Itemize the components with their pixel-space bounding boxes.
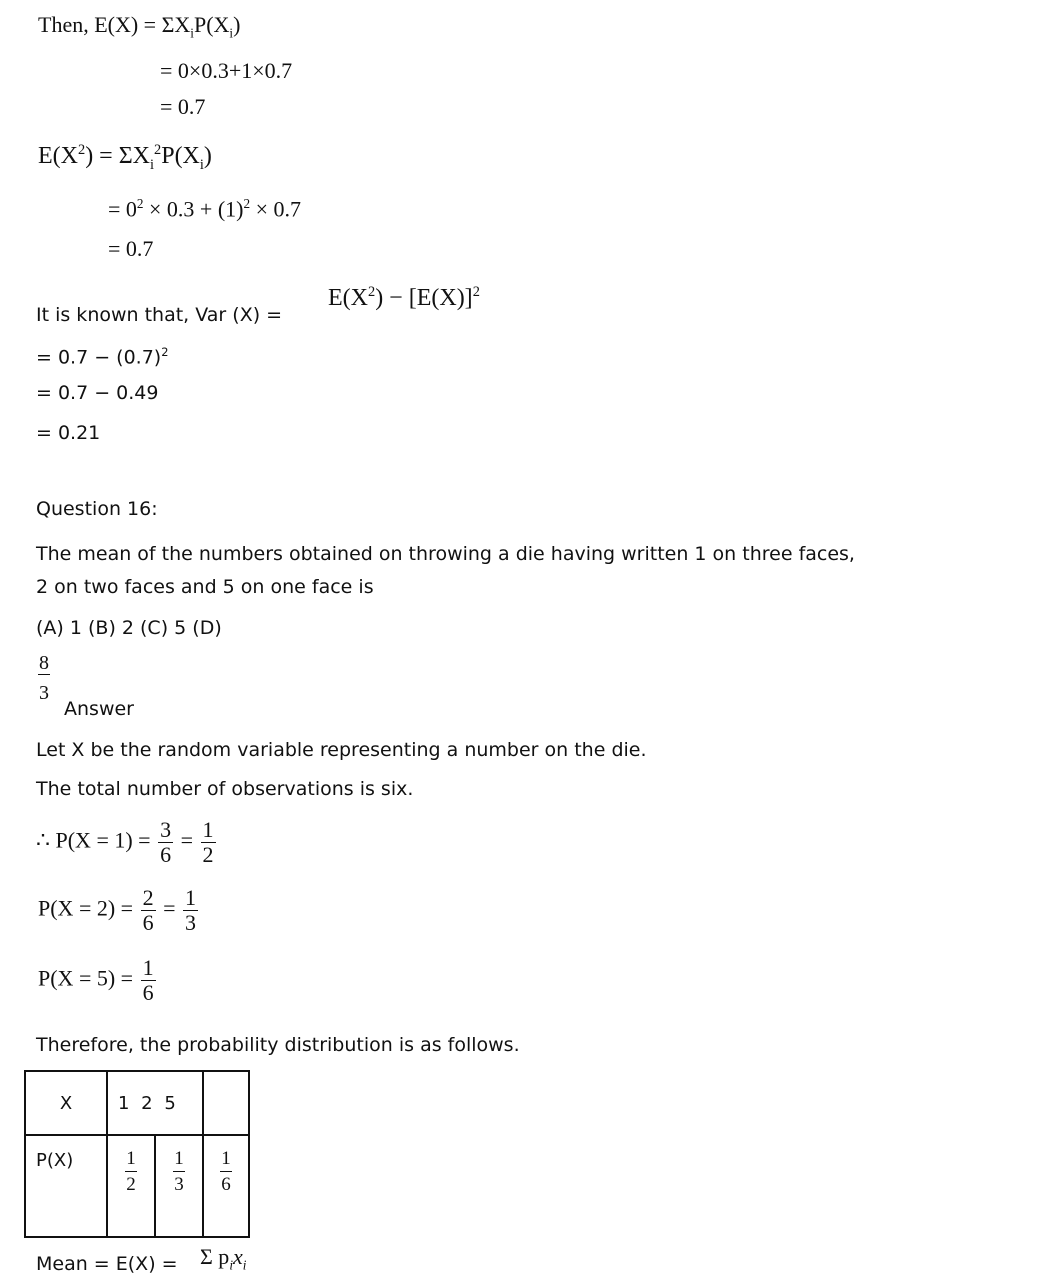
expectation-sq-line-2 xyxy=(108,196,301,222)
esq2-b: × 0.3 + (1) xyxy=(143,196,244,222)
fraction xyxy=(220,1148,232,1197)
esq-sup: 2 xyxy=(77,142,86,158)
question-heading: Question 16: xyxy=(36,498,158,520)
expectation-line-1-rest: P(X xyxy=(193,12,230,37)
table-prob-cell xyxy=(155,1135,203,1237)
equals-sign: = xyxy=(180,827,194,853)
expectation-sq-line-3: = 0.7 xyxy=(108,236,154,261)
variance-step-2: = 0.7 − 0.49 xyxy=(36,382,159,404)
prob-x-1 xyxy=(36,818,218,867)
fraction xyxy=(158,818,173,867)
esq-sup2: 2 xyxy=(154,142,162,158)
table-prob-cell xyxy=(203,1135,249,1237)
fraction xyxy=(183,886,198,935)
fraction-num: 1 xyxy=(125,1148,137,1172)
fraction-num: 1 xyxy=(202,817,214,842)
esq-c: P(X xyxy=(161,143,200,169)
fraction-den: 3 xyxy=(174,1173,184,1195)
option-d-fraction xyxy=(38,652,50,705)
variance-step-1 xyxy=(36,345,168,368)
prob-x-2 xyxy=(38,886,200,935)
distribution-text: Therefore, the probability distribution is as follows. xyxy=(36,1034,520,1056)
var-formula-sup: 2 xyxy=(367,284,376,300)
esq-d: ) xyxy=(203,143,212,169)
prob-x-5 xyxy=(38,956,158,1005)
table-x-values xyxy=(107,1071,203,1135)
expectation-line-3: = 0.7 xyxy=(160,94,206,119)
header-x-label: X xyxy=(59,1092,73,1114)
expectation-line-2: = 0×0.3+1×0.7 xyxy=(160,58,293,83)
mean-formula xyxy=(200,1244,246,1273)
question-options: (A) 1 (B) 2 (C) 5 (D) xyxy=(36,617,222,639)
prob-x-5-lhs: P(X = 5) = xyxy=(38,965,134,991)
fraction xyxy=(125,1148,137,1197)
option-d-numerator: 8 xyxy=(39,652,49,674)
var-formula-a: E(X xyxy=(328,285,368,311)
var-step1-text: = 0.7 − (0.7) xyxy=(36,346,162,369)
sub-i: i xyxy=(229,25,234,41)
sub-i: i xyxy=(190,25,194,41)
fraction-den: 6 xyxy=(142,910,154,936)
variance-step-3: = 0.21 xyxy=(36,422,101,444)
esq-a: E(X xyxy=(38,143,78,169)
fraction xyxy=(141,956,156,1005)
fraction-num: 3 xyxy=(160,817,172,842)
option-d-denominator: 3 xyxy=(39,682,49,704)
fraction xyxy=(141,886,156,935)
esq2-a: = 0 xyxy=(108,196,137,222)
header-px-label: P(X) xyxy=(36,1150,74,1171)
var-formula-b: ) − [E(X)] xyxy=(375,285,473,311)
esq2-sup2: 2 xyxy=(243,196,251,211)
table-header-px xyxy=(25,1135,107,1237)
fraction-den: 6 xyxy=(160,842,172,868)
var-formula-sup2: 2 xyxy=(472,284,480,300)
mean-formula-a: Σ p xyxy=(200,1244,230,1269)
expectation-line-1-close: ) xyxy=(233,12,241,37)
prob-x-2-lhs: P(X = 2) = xyxy=(38,895,134,921)
fraction xyxy=(201,818,216,867)
prob-x-1-lhs: ∴ P(X = 1) = xyxy=(36,827,151,853)
table-header-x xyxy=(25,1071,107,1135)
fraction-num: 1 xyxy=(185,885,197,910)
var-step1-sup: 2 xyxy=(161,345,169,359)
mean-sub-i: i xyxy=(229,1257,233,1273)
question-text-line-1: The mean of the numbers obtained on throwing a die having written 1 on three faces, xyxy=(36,543,855,565)
table-row xyxy=(25,1135,249,1237)
fraction-num: 2 xyxy=(142,885,154,910)
table-empty-cell xyxy=(203,1071,249,1135)
esq-b: ) = ΣX xyxy=(85,143,151,169)
fraction-num: 1 xyxy=(173,1148,185,1172)
variance-formula xyxy=(328,284,480,312)
esq2-c: × 0.7 xyxy=(250,196,301,222)
question-text-line-2: 2 on two faces and 5 on one face is xyxy=(36,576,374,598)
fraction-den: 3 xyxy=(185,910,197,936)
mean-sub-i2: i xyxy=(242,1257,247,1273)
fraction-den: 2 xyxy=(202,842,214,868)
expectation-line-1-text: Then, E(X) = ΣX xyxy=(38,12,191,37)
fraction-den: 6 xyxy=(221,1173,231,1195)
x-values-text: 1 2 5 xyxy=(118,1092,179,1114)
fraction xyxy=(173,1148,185,1197)
fraction-den: 2 xyxy=(126,1173,136,1195)
solution-line-2: The total number of observations is six. xyxy=(36,778,414,800)
esq2-sup: 2 xyxy=(136,196,144,211)
esq-sub2: i xyxy=(199,156,204,173)
fraction-num: 1 xyxy=(220,1148,232,1172)
equals-sign: = xyxy=(163,895,176,921)
esq-sub: i xyxy=(150,156,155,173)
mean-formula-x: x xyxy=(232,1244,243,1269)
expectation-sq-line-1 xyxy=(38,142,212,174)
variance-intro: It is known that, Var (X) = xyxy=(36,304,283,326)
probability-table xyxy=(24,1070,250,1238)
table-row xyxy=(25,1071,249,1135)
mean-text: Mean = E(X) = xyxy=(36,1253,178,1275)
expectation-line-1 xyxy=(38,12,240,41)
table-prob-cell xyxy=(107,1135,155,1237)
answer-label: Answer xyxy=(64,698,134,720)
fraction-num: 1 xyxy=(142,955,154,980)
solution-line-1: Let X be the random variable representing a number on the die. xyxy=(36,739,647,761)
fraction-den: 6 xyxy=(142,980,154,1006)
